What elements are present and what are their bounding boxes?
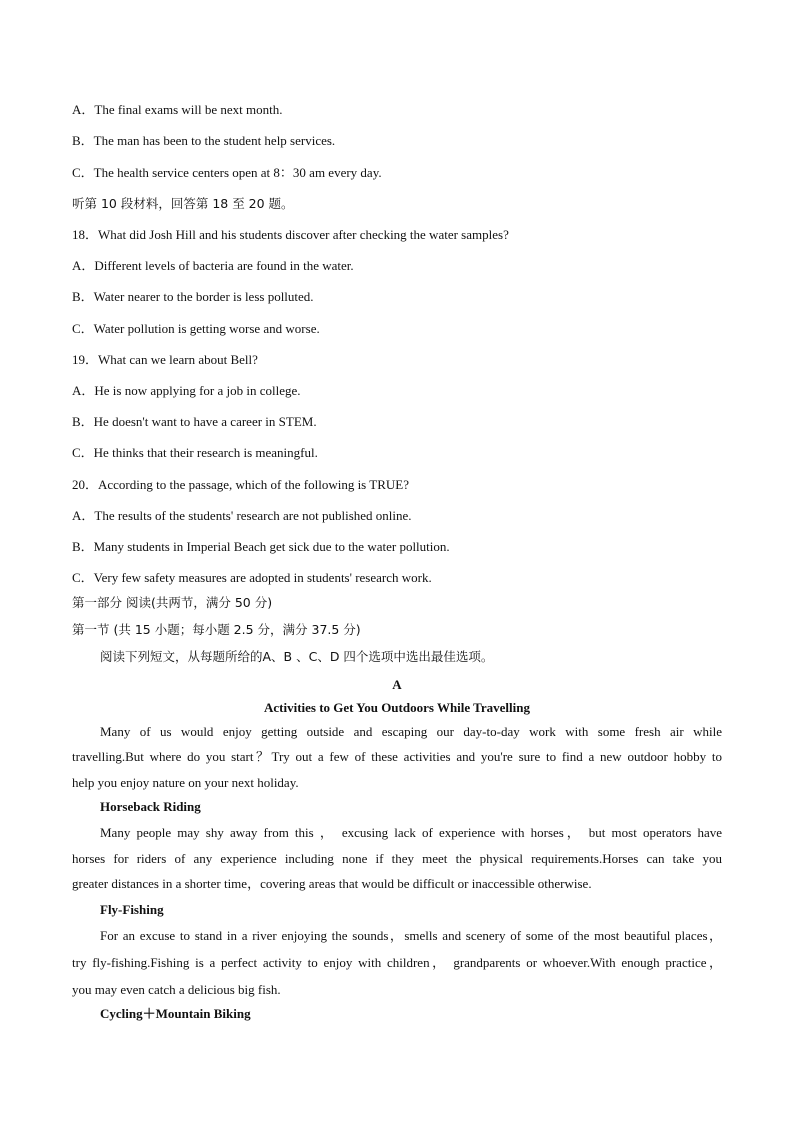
q20-question: 20．According to the passage, which of the following is TRUE? bbox=[72, 477, 409, 492]
section-heading: 第一节 (共 15 小题；每小题 2.5 分，满分 37.5 分) bbox=[72, 622, 361, 637]
fishing-line-1: For an excuse to stand in a river enjoying the sounds，smells and scenery of some of the most beautiful places， bbox=[100, 928, 722, 943]
q17-option-c: C．The health service centers open at 8：30 am every day. bbox=[72, 165, 382, 180]
horseback-line-2: horses for riders of any experience including none if they meet the physical requirements.Horses can take you bbox=[72, 851, 722, 866]
intro-line-1: Many of us would enjoy getting outside and escaping our day-to-day work with some fresh air while bbox=[100, 724, 722, 739]
q18-option-c: C．Water pollution is getting worse and worse. bbox=[72, 321, 320, 336]
q17-option-b: B．The man has been to the student help services. bbox=[72, 133, 336, 148]
section-heading-horseback: Horseback Riding bbox=[100, 799, 201, 814]
intro-line-2: travelling.But where do you start？Try out a few of these activities and you're sure to find a new outdoor hobby to bbox=[72, 749, 722, 764]
horseback-line-3: greater distances in a shorter time，covering areas that would be difficult or inaccessible otherwise. bbox=[72, 876, 592, 891]
section10-intro: 听第 10 段材料，回答第 18 至 20 题。 bbox=[72, 196, 294, 211]
intro-line-3: help you enjoy nature on your next holiday. bbox=[72, 775, 299, 790]
q17-option-a: A．The final exams will be next month. bbox=[72, 102, 283, 117]
section-heading-cycling: Cycling＋Mountain Biking bbox=[100, 1006, 251, 1021]
passage-title: Activities to Get You Outdoors While Travelling bbox=[263, 700, 530, 715]
q20-option-c: C．Very few safety measures are adopted in students' research work. bbox=[72, 570, 432, 585]
q19-option-c: C．He thinks that their research is meaningful. bbox=[72, 445, 318, 460]
q18-option-b: B．Water nearer to the border is less polluted. bbox=[72, 289, 314, 304]
q20-option-b: B．Many students in Imperial Beach get sick due to the water pollution. bbox=[72, 539, 450, 554]
fishing-line-2: try fly-fishing.Fishing is a perfect activity to enjoy with children， grandparents or whoever.With enough practice， bbox=[72, 955, 722, 970]
section-heading-fly-fishing: Fly-Fishing bbox=[100, 902, 164, 917]
fishing-line-3: you may even catch a delicious big fish. bbox=[72, 982, 281, 997]
q19-option-b: B．He doesn't want to have a career in STEM. bbox=[72, 414, 317, 429]
q18-option-a: A．Different levels of bacteria are found in the water. bbox=[72, 258, 354, 273]
q20-option-a: A．The results of the students' research are not published online. bbox=[72, 508, 412, 523]
reading-instructions: 阅读下列短文，从每题所给的A、B 、C、D 四个选项中选出最佳选项。 bbox=[100, 649, 494, 664]
q18-question: 18．What did Josh Hill and his students discover after checking the water samples? bbox=[72, 227, 509, 242]
q19-option-a: A．He is now applying for a job in college. bbox=[72, 383, 301, 398]
part-heading: 第一部分 阅读(共两节，满分 50 分) bbox=[72, 595, 273, 610]
q19-question: 19．What can we learn about Bell? bbox=[72, 352, 258, 367]
passage-letter: A bbox=[392, 677, 402, 692]
horseback-line-1: Many people may shy away from this ， excusing lack of experience with horses， but most operators have bbox=[100, 825, 722, 840]
